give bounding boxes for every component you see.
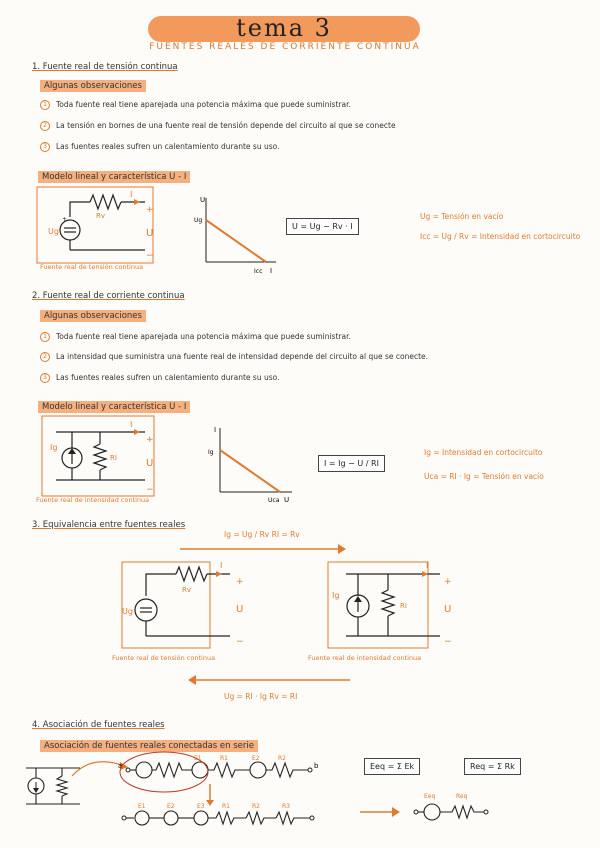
graph-x0: Icc <box>254 268 263 275</box>
current-arrow <box>134 429 140 435</box>
label-e1: E1 <box>138 803 146 810</box>
label-req: Req <box>456 793 468 800</box>
page-subtitle: FUENTES REALES DE CORRIENTE CONTINUA <box>149 42 421 52</box>
page-title: tema 3 <box>236 14 332 42</box>
circuit-current-label: I <box>130 190 133 199</box>
characteristic-line <box>220 450 280 492</box>
section-1-note-2: Icc = Ug / Rv = Intensidad en cortocircuito <box>420 232 581 241</box>
section-2-equation: I = Ig − U / RI <box>318 455 385 472</box>
terminal-voltage: U <box>146 228 154 239</box>
right-resistor: RI <box>400 602 407 610</box>
left-resistor: Rv <box>182 586 192 594</box>
section-3-caption-left: Fuente real de tensión continua <box>112 654 216 662</box>
section-1-item-2: 2 La tensión en bornes de una fuente real de tensión depende del circuito al que se conecte <box>40 121 396 131</box>
left-voltage: U <box>236 604 244 615</box>
right-plus: + <box>444 577 452 587</box>
section-2-caption: Fuente real de intensidad continua <box>36 496 150 504</box>
label-e2-top: E2 <box>252 755 260 762</box>
left-voltage-circuit <box>135 567 230 636</box>
section-2-note-1: Ig = Intensidad en cortocircuito <box>424 448 543 457</box>
circuit-resistor-label: Rv <box>96 212 106 220</box>
section-1-heading: 1. Fuente real de tensión continua <box>32 62 178 72</box>
section-4-equation-req: Req = Σ Rk <box>464 758 521 775</box>
current-source-circuit <box>56 432 145 480</box>
circuit-source-label: Ug <box>48 227 59 236</box>
section-4-sub-label: Asociación de fuentes reales conectadas en serie <box>40 740 258 752</box>
characteristic-graph <box>220 428 292 492</box>
terminal-plus: + <box>146 435 154 445</box>
label-eeq: Eeq <box>424 793 436 800</box>
circuit-current-label: I <box>130 420 133 429</box>
left-minus: − <box>236 637 244 647</box>
label-r1-top: R1 <box>220 755 228 762</box>
section-2-model-label: Modelo lineal y característica U - I <box>38 401 190 413</box>
label-r2-top: R2 <box>278 755 286 762</box>
circuit-frame <box>37 187 153 263</box>
equivalent-circuit <box>418 804 484 820</box>
label-b: b <box>314 762 319 770</box>
right-minus: − <box>444 637 452 647</box>
graph-y0: Ig <box>208 449 214 456</box>
graph-x-axis: I <box>270 267 273 275</box>
section-1-model-label: Modelo lineal y característica U - I <box>38 171 190 183</box>
terminal-minus: − <box>146 251 154 261</box>
series-chain-top <box>130 762 308 778</box>
voltage-source-circuit <box>60 195 145 250</box>
characteristic-line <box>206 220 266 262</box>
section-3-top-equation: Ig = Ug / Rv RI = Rv <box>224 530 300 539</box>
section-3-caption-right: Fuente real de intensidad continua <box>308 654 422 662</box>
graph-x-axis: U <box>284 496 290 504</box>
current-arrow <box>134 199 140 205</box>
section-1-equation: U = Ug − Rv · I <box>286 218 359 235</box>
characteristic-graph <box>206 198 276 262</box>
label-e2: E2 <box>167 803 175 810</box>
label-r1: R1 <box>222 803 230 810</box>
section-1-note-1: Ug = Tensión en vacío <box>420 212 504 221</box>
right-current-circuit <box>346 574 440 636</box>
section-2-heading: 2. Fuente real de corriente continua <box>32 291 185 301</box>
section-2-observations-label: Algunas observaciones <box>40 310 146 322</box>
section-4-heading: 4. Asociación de fuentes reales <box>32 720 165 730</box>
section-1-caption: Fuente real de tensión continua <box>40 263 144 271</box>
right-source: Ig <box>332 591 340 600</box>
section-2-diagram <box>30 410 600 510</box>
section-2-item-2: 2 La intensidad que suministra una fuente real de intensidad depende del circuito al que se conecte. <box>40 352 428 362</box>
series-chain-bottom <box>126 811 310 825</box>
graph-y-axis: I <box>214 426 217 434</box>
section-3-bottom-equation: Ug = RI · Ig Rv = RI <box>224 692 298 701</box>
section-3-heading: 3. Equivalencia entre fuentes reales <box>32 520 186 530</box>
right-voltage: U <box>444 604 452 615</box>
small-source-circuit <box>26 768 80 804</box>
section-1-observations-label: Algunas observaciones <box>40 80 146 92</box>
terminal-voltage: U <box>146 458 154 469</box>
left-plus: + <box>236 577 244 587</box>
right-current: I <box>426 561 429 570</box>
graph-y0: Ug <box>194 217 203 224</box>
label-e3: E3 <box>197 803 205 810</box>
section-2-note-2: Uca = RI · Ig = Tensión en vacío <box>424 472 544 481</box>
graph-x0: Uca <box>268 497 280 504</box>
circuit-resistor-label: RI <box>110 454 117 462</box>
section-2-item-3: 3 Las fuentes reales sufren un calentamiento durante su uso. <box>40 373 279 383</box>
terminal-minus: − <box>146 485 154 495</box>
left-current: I <box>220 561 223 570</box>
graph-y-axis: U <box>200 196 206 204</box>
section-4-equation-eeq: Eeq = Σ Ek <box>364 758 420 775</box>
label-e1-top: E1 <box>194 755 202 762</box>
left-source: Ug <box>122 607 133 616</box>
section-3-diagram <box>100 540 580 700</box>
section-1-item-1: 1 Toda fuente real tiene aparejada una potencia máxima que puede suministrar. <box>40 100 351 110</box>
circuit-source-label: Ig <box>50 443 58 452</box>
label-r3: R3 <box>282 803 290 810</box>
label-r2: R2 <box>252 803 260 810</box>
label-a: a <box>118 762 123 770</box>
right-circuit-frame <box>328 562 428 648</box>
section-1-item-3: 3 Las fuentes reales sufren un calentamiento durante su uso. <box>40 142 279 152</box>
section-2-item-1: 1 Toda fuente real tiene aparejada una potencia máxima que puede suministrar. <box>40 332 351 342</box>
terminal-plus: + <box>146 205 154 215</box>
source-plus: + <box>62 216 68 223</box>
